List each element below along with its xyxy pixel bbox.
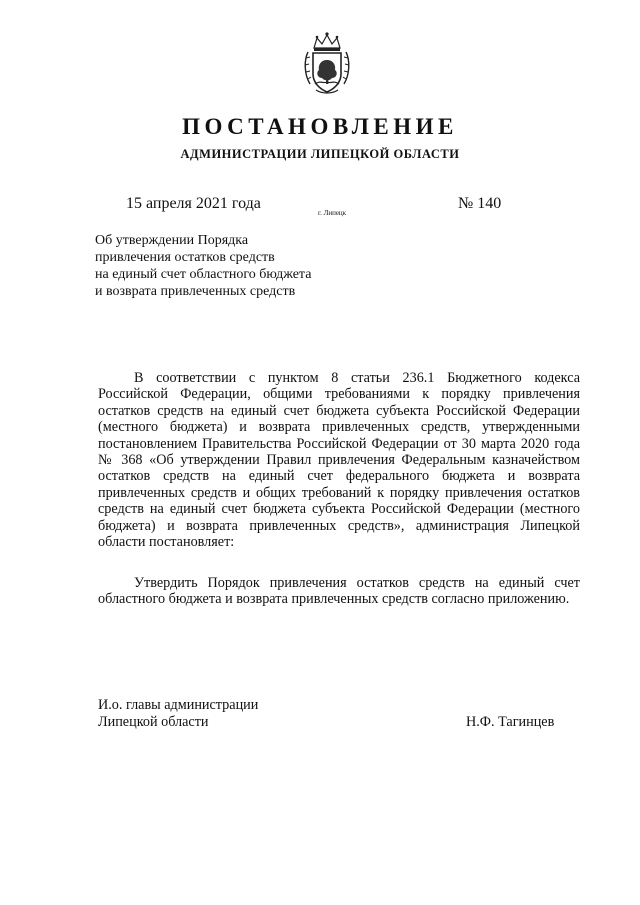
document-title xyxy=(95,232,415,300)
body-paragraph-resolution: Утвердить Порядок привлечения остатков средств на единый счет областного бюджета и возврата привлеченных средств согласно приложению. xyxy=(98,575,580,608)
document-title-line: Об утверждении Порядка xyxy=(95,233,249,248)
document-place: г. Липецк xyxy=(318,209,347,217)
document-title-line: на единый счет областного бюджета xyxy=(95,267,312,282)
body-paragraph-preamble: В соответствии с пунктом 8 статьи 236.1 Бюджетного кодекса Российской Федерации, общими требованиями к порядку привлечения остатков средств на единый счет бюджета субъекта Российской Федерации (местного бюджета) и возврата привлеченных средств, утвержденными постановлением Правительства Российской Федерации от 30 марта 2020 года № 368 «Об утверждении Правил привлечения Федеральным казначейством остатков средств на единый счет федерального бюджета и возврата привлеченных средств и общих требований к порядку привлечения остатков средств на единый счет бюджета субъекта Российской Федерации (местного бюджета) и возврата привлеченных средств», администрация Липецкой области постановляет: xyxy=(98,370,580,551)
document-date: 15 апреля 2021 года xyxy=(126,195,261,212)
signatory-position-line: И.о. главы администрации xyxy=(98,697,259,713)
document-title-line: и возврата привлеченных средств xyxy=(95,284,296,299)
coat-of-arms-icon xyxy=(302,30,352,96)
signatory-name: Н.Ф. Тагинцев xyxy=(466,714,555,730)
signatory-position-line: Липецкой области xyxy=(98,714,209,730)
issuer-heading: АДМИНИСТРАЦИИ ЛИПЕЦКОЙ ОБЛАСТИ xyxy=(180,147,460,161)
document-type-heading: ПОСТАНОВЛЕНИЕ xyxy=(182,114,458,139)
document-title-line: привлечения остатков средств xyxy=(95,250,275,265)
document-number: № 140 xyxy=(458,195,502,212)
signatory-position xyxy=(98,697,258,731)
